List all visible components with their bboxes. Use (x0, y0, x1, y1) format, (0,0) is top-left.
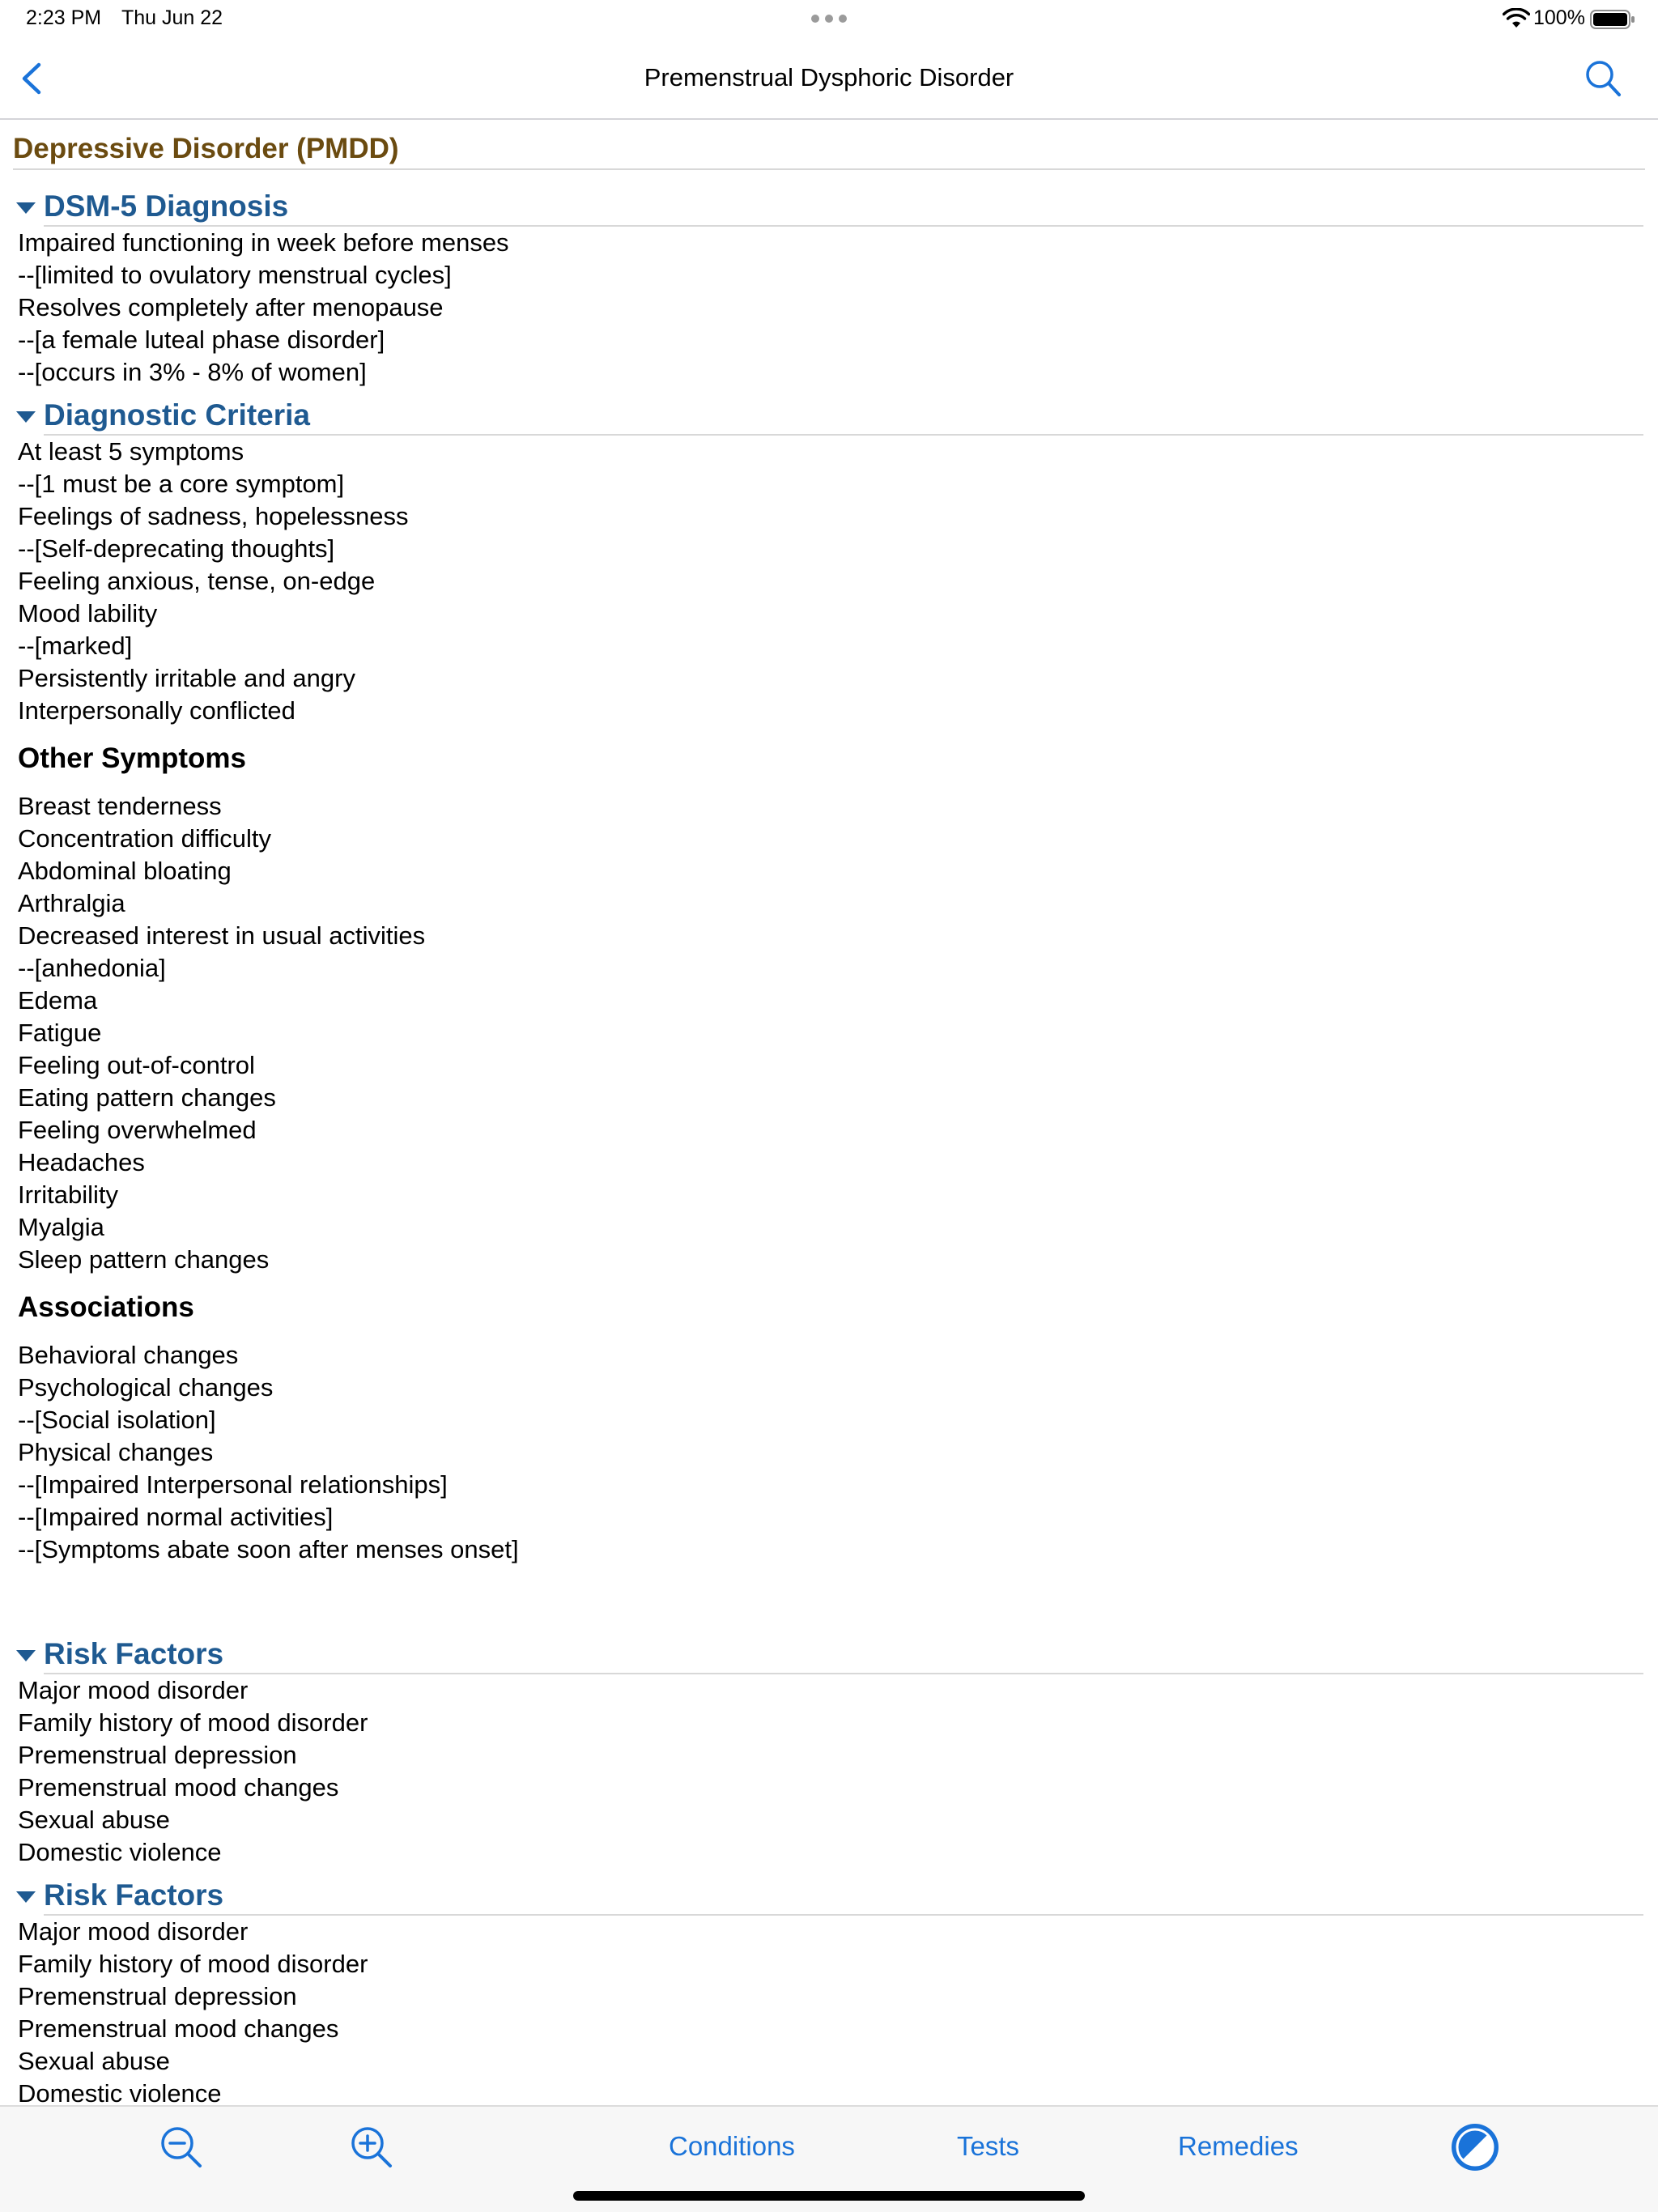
status-date: Thu Jun 22 (121, 6, 223, 29)
navigation-bar (0, 39, 1658, 120)
section-diagnostic-criteria (0, 395, 1658, 1566)
list-item: Sexual abuse (18, 2047, 170, 2075)
disclosure-triangle-icon[interactable] (16, 1650, 36, 1661)
list-item: Major mood disorder (18, 1917, 249, 1946)
list-item: Interpersonally conflicted (18, 696, 295, 725)
list-item: --[1 must be a core symptom] (18, 470, 345, 498)
list-item: Domestic violence (18, 2079, 222, 2105)
list-item: Family history of mood disorder (18, 1708, 368, 1737)
list-item: --[Social isolation] (18, 1406, 216, 1434)
zoom-in-icon[interactable] (349, 2125, 394, 2170)
battery-percent: 100% (1533, 6, 1585, 29)
battery-full-icon (1590, 10, 1635, 29)
home-indicator[interactable] (573, 2191, 1085, 2201)
list-item: Myalgia (18, 1213, 104, 1241)
list-item: Feelings of sadness, hopelessness (18, 502, 409, 530)
list-item: Premenstrual depression (18, 1741, 297, 1769)
list-item: Mood lability (18, 599, 158, 627)
section-title[interactable]: DSM-5 Diagnosis (44, 189, 289, 223)
list-item: Premenstrual mood changes (18, 1773, 339, 1802)
section-title[interactable]: Risk Factors (44, 1637, 224, 1670)
conditions-tab[interactable]: Conditions (669, 2131, 795, 2161)
list-item: Premenstrual depression (18, 1982, 297, 2010)
section-header-risk-factors[interactable] (0, 1875, 1658, 1916)
list-item: Sleep pattern changes (18, 1245, 270, 1274)
list-item: Decreased interest in usual activities (18, 921, 426, 950)
status-time: 2:23 PM (26, 6, 102, 29)
list-item: --[a female luteal phase disorder] (18, 325, 385, 354)
disclosure-triangle-icon[interactable] (16, 202, 36, 214)
list-item: Breast tenderness (18, 792, 222, 820)
list-item: --[limited to ovulatory menstrual cycles] (18, 261, 452, 289)
list-item: Sexual abuse (18, 1806, 170, 1834)
wifi-icon (1503, 8, 1530, 29)
list-item: --[marked] (18, 632, 133, 660)
list-item: Premenstrual mood changes (18, 2014, 339, 2043)
content-area[interactable] (0, 121, 1658, 2105)
section-title[interactable]: Risk Factors (44, 1878, 224, 1912)
list-item: Physical changes (18, 1438, 214, 1466)
list-item: --[Impaired Interpersonal relationships] (18, 1470, 448, 1499)
list-item: Concentration difficulty (18, 824, 272, 853)
list-item: Feeling anxious, tense, on-edge (18, 567, 376, 595)
list-item: Feeling out-of-control (18, 1051, 255, 1079)
list-item: --[Self-deprecating thoughts] (18, 534, 335, 563)
section-title[interactable]: Diagnostic Criteria (44, 398, 310, 432)
list-item: Feeling overwhelmed (18, 1116, 257, 1144)
section-header-risk-factors[interactable] (0, 1634, 1658, 1674)
list-item: Impaired functioning in week before menses (18, 228, 509, 257)
list-item: Irritability (18, 1180, 119, 1209)
list-item: Abdominal bloating (18, 857, 232, 885)
search-icon[interactable] (1584, 58, 1622, 99)
document-title: Depressive Disorder (PMDD) (13, 133, 399, 164)
list-item: --[anhedonia] (18, 954, 166, 982)
disclosure-triangle-icon[interactable] (16, 411, 36, 423)
remedies-tab[interactable]: Remedies (1178, 2131, 1299, 2161)
list-item: Arthralgia (18, 889, 125, 917)
section-header-criteria[interactable] (0, 395, 1658, 436)
section-risk-factors (0, 1634, 1658, 1869)
list-item: Psychological changes (18, 1373, 274, 1402)
multitasking-dots-icon[interactable] (811, 15, 847, 23)
subheading-associations: Associations (18, 1291, 194, 1323)
section-header-dsm5[interactable] (0, 186, 1658, 227)
title-divider (13, 168, 1645, 170)
list-item: Domestic violence (18, 1838, 222, 1866)
list-item: Edema (18, 986, 98, 1015)
page-title: Premenstrual Dysphoric Disorder (644, 63, 1014, 91)
section-risk-factors-2 (0, 1875, 1658, 2105)
list-item: --[occurs in 3% - 8% of women] (18, 358, 367, 386)
bottom-toolbar (0, 2105, 1658, 2212)
zoom-out-icon[interactable] (159, 2125, 204, 2170)
list-item: Persistently irritable and angry (18, 664, 355, 692)
list-item: Family history of mood disorder (18, 1950, 368, 1978)
list-item: Resolves completely after menopause (18, 293, 444, 321)
section-dsm5-diagnosis (0, 186, 1658, 389)
disclosure-triangle-icon[interactable] (16, 1891, 36, 1903)
list-item: Fatigue (18, 1019, 102, 1047)
status-bar (0, 0, 1658, 39)
list-item: At least 5 symptoms (18, 437, 244, 466)
list-item: Headaches (18, 1148, 145, 1176)
list-item: --[Impaired normal activities] (18, 1503, 334, 1531)
list-item: Major mood disorder (18, 1676, 249, 1704)
subheading-other-symptoms: Other Symptoms (18, 742, 246, 774)
contrast-icon[interactable] (1451, 2123, 1499, 2172)
tests-tab[interactable]: Tests (957, 2131, 1020, 2161)
list-item: --[Symptoms abate soon after menses onset] (18, 1535, 519, 1563)
list-item: Behavioral changes (18, 1341, 239, 1369)
list-item: Eating pattern changes (18, 1083, 276, 1112)
